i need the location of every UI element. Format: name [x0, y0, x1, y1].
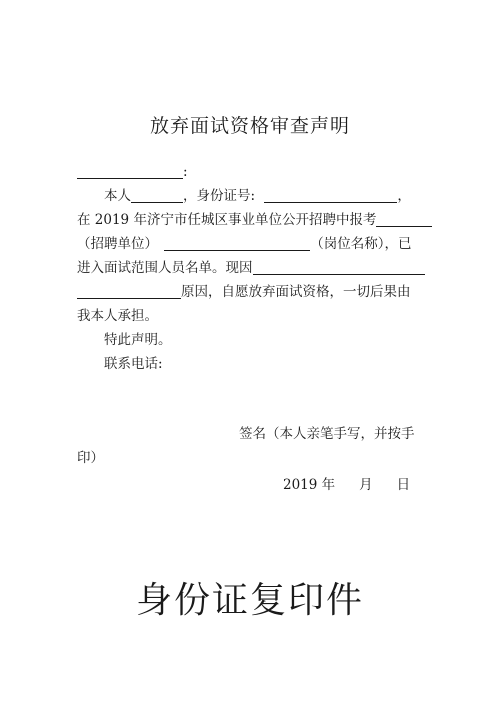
id-number-blank[interactable] [264, 188, 397, 203]
id-label: ，身份证号: [183, 188, 256, 204]
exam-text: 在 2019 年济宁市任城区事业单位公开招聘中报考 [77, 212, 377, 228]
date-line [283, 476, 410, 494]
applied-blank[interactable] [376, 212, 432, 227]
post-blank[interactable] [164, 236, 310, 251]
addressee-blank[interactable] [77, 164, 183, 179]
bear-line: 我本人承担。 [77, 308, 158, 324]
date-month: 月 [359, 477, 373, 493]
entered-text: 进入面试范围人员名单。现因 [77, 260, 253, 276]
signature-line-1: 签名（本人亲笔手写，并按手 [239, 426, 415, 442]
entered-line [77, 259, 425, 277]
name-blank[interactable] [131, 188, 183, 203]
reason-blank-1[interactable] [253, 260, 425, 275]
self-line [104, 187, 411, 205]
page-title: 放弃面试资格审查声明 [149, 115, 350, 137]
reason-line [77, 283, 411, 301]
reason-text: 原因，自愿放弃面试资格，一切后果由 [181, 284, 411, 300]
exam-line [77, 211, 432, 229]
date-day: 日 [396, 477, 411, 493]
signature-line-2: 印） [77, 450, 104, 466]
unit-label: （招聘单位） [77, 236, 158, 252]
self-label: 本人 [104, 188, 131, 204]
phone-label: 联系电话: [104, 356, 163, 372]
reason-blank-2[interactable] [77, 284, 181, 299]
id-copy-heading: 身份证复印件 [135, 580, 364, 621]
id-line-end: ， [397, 188, 411, 204]
post-label: （岗位名称），已 [310, 236, 412, 252]
date-year: 2019 年 [283, 477, 336, 493]
addressee-colon: : [183, 164, 188, 180]
addressee-line [77, 163, 188, 181]
phone-line [104, 355, 163, 373]
unit-post-line [77, 235, 412, 253]
declare-line: 特此声明。 [104, 332, 172, 348]
